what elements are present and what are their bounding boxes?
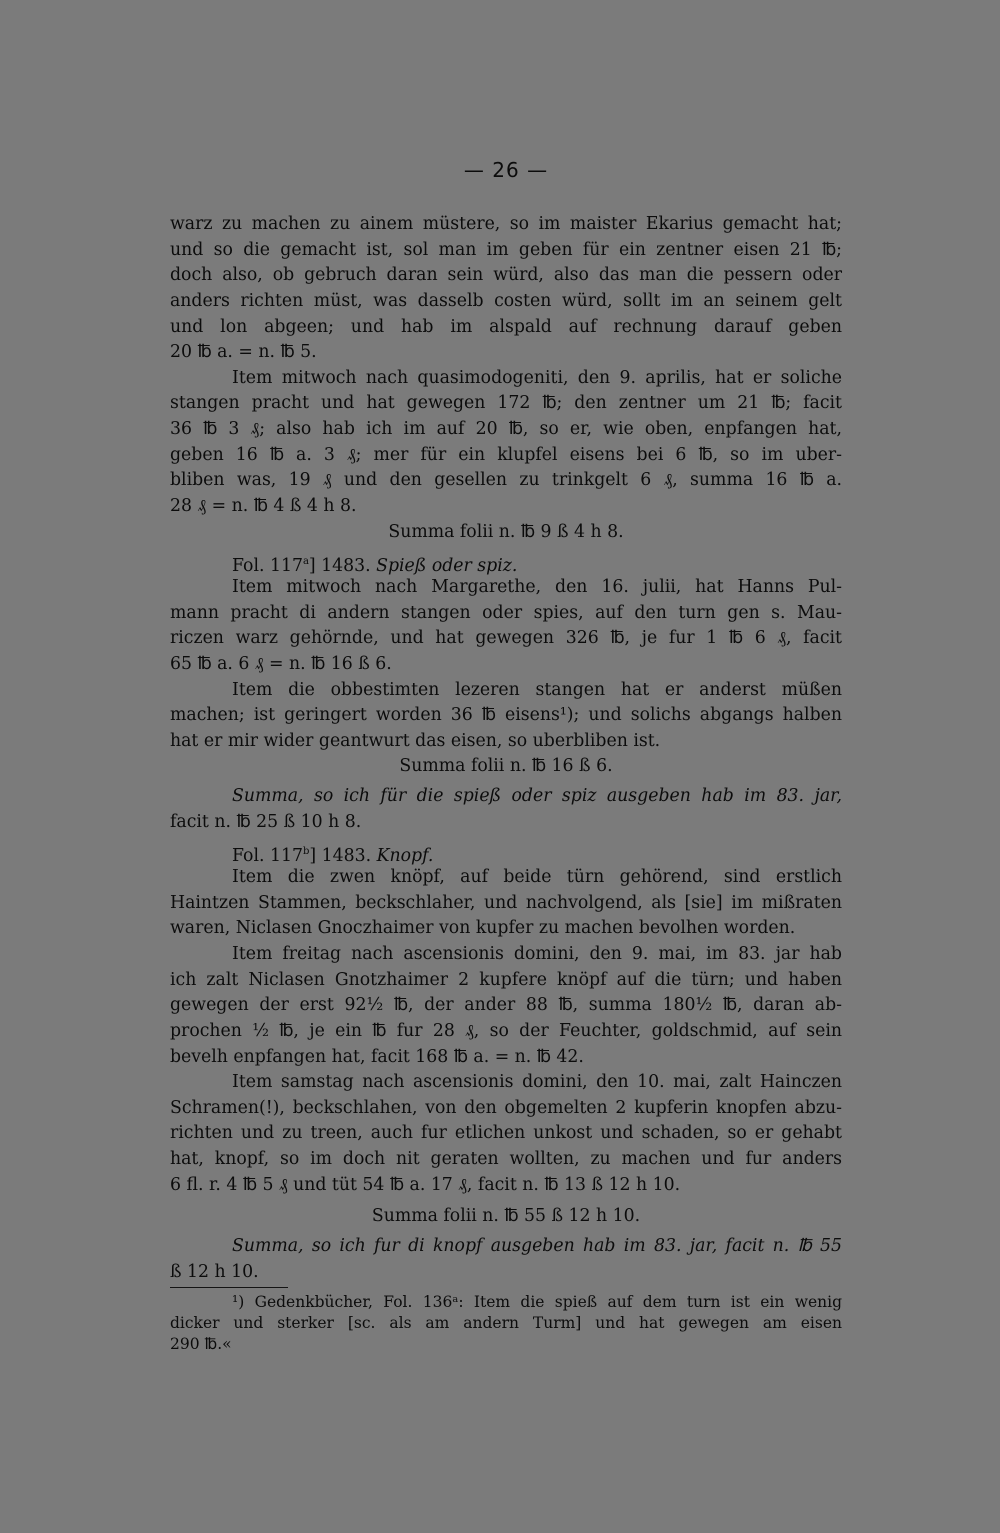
text-line: 20 ℔ a. = n. ℔ 5. [170, 342, 317, 363]
text-line: Summa, so ich fur di knopf ausgeben hab im 83. jar, facit n. ℔ 55 [232, 1235, 842, 1256]
paragraph-quasimodogeniti [170, 366, 842, 520]
text-line: und lon abgeen; und hab im alspald auf rechnung darauf geben [170, 316, 842, 337]
summa-folii-2: Summa folii n. ℔ 16 ß 6. [399, 756, 613, 777]
text-line: waren, Niclasen Gnoczhaimer von kupfer zu machen bevolhen worden. [170, 918, 796, 939]
text-line: ß 12 h 10. [170, 1261, 259, 1282]
folio-heading-spiess: Fol. 117$^a$] 1483. Spieß oder spiz. [232, 556, 518, 577]
document-page [170, 150, 842, 1530]
page-number: — 26 — [463, 158, 549, 182]
text-line: 36 ℔ 3 ₰; also hab ich im auf 20 ℔, so er, wie oben, enpfangen hat, [170, 419, 842, 440]
footnote-line: ¹) Gedenkbücher, Fol. 136ᵃ: Item die spieß auf dem turn ist ein wenig [232, 1293, 842, 1312]
paragraph-freitag [170, 942, 842, 1070]
text-line: anders richten müst, was dasselb costen würd, sollt im an seinem gelt [170, 290, 842, 311]
text-line: hat, knopf, so im doch nit geraten wollten, zu machen und fur anders [170, 1149, 842, 1170]
paragraph-samstag [170, 1070, 842, 1198]
text-line: Item die zwen knöpf, auf beide türn gehörend, sind erstlich [232, 867, 842, 888]
summa-spiess-total [170, 784, 842, 835]
paragraph-order-terms [170, 212, 842, 366]
text-line: 28 ₰ = n. ℔ 4 ß 4 h 8. [170, 496, 357, 517]
text-line: richten und zu treen, auch fur etlichen unkost und schaden, so er gehabt [170, 1123, 842, 1144]
text-line: 6 fl. r. 4 ℔ 5 ₰ und tüt 54 ℔ a. 17 ₰, facit n. ℔ 13 ß 12 h 10. [170, 1174, 681, 1195]
footnote-line: 290 ℔.« [170, 1335, 232, 1354]
text-line: geben 16 ℔ a. 3 ₰; mer für ein klupfel eisens bei 6 ℔, so im uber- [170, 444, 842, 465]
text-line: Item freitag nach ascensionis domini, den 9. mai, im 83. jar hab [232, 943, 842, 964]
text-line: doch also, ob gebruch daran sein würd, also das man die pessern oder [170, 265, 842, 286]
text-line: warz zu machen zu ainem müstere, so im maister Ekarius gemacht hat; [170, 214, 842, 234]
summa-folii-3: Summa folii n. ℔ 55 ß 12 h 10. [371, 1206, 641, 1227]
body-text [170, 212, 842, 1355]
text-line: 65 ℔ a. 6 ₰ = n. ℔ 16 ß 6. [170, 653, 392, 674]
text-line: prochen ½ ℔, je ein ℔ fur 28 ₰, so der Feuchter, goldschmid, auf sein [170, 1020, 842, 1041]
text-line: bevelh enpfangen hat, facit 168 ℔ a. = n. ℔ 42. [170, 1046, 584, 1067]
folio-heading-knopf: Fol. 117$^b$] 1483. Knopf. [232, 846, 434, 867]
summa-folii-1: Summa folii n. ℔ 9 ß 4 h 8. [388, 521, 624, 542]
text-line: und so die gemacht ist, sol man im geben für ein zentner eisen 21 ℔; [170, 239, 842, 260]
text-line: Item die obbestimten lezeren stangen hat er anderst müßen [232, 679, 842, 700]
text-line: stangen pracht und hat gewegen 172 ℔; den zentner um 21 ℔; facit [170, 393, 842, 414]
footnote-line: dicker und sterker [sc. als am andern Turm] und hat gewegen am eisen [170, 1314, 842, 1333]
footnote [170, 1292, 842, 1355]
text-line: Haintzen Stammen, beckschlaher, und nachvolgend, als [sie] im mißraten [170, 892, 842, 913]
paragraph-zwen-knoepf [170, 865, 842, 942]
text-line: facit n. ℔ 25 ß 10 h 8. [170, 811, 362, 832]
text-line: gewegen der erst 92½ ℔, der ander 88 ℔, summa 180½ ℔, daran ab- [170, 995, 842, 1016]
text-line: hat er mir wider geantwurt das eisen, so uberbliben ist. [170, 730, 661, 751]
footnote-divider [170, 1287, 288, 1288]
text-line: bliben was, 19 ₰ und den gesellen zu trinkgelt 6 ₰, summa 16 ℔ a. [170, 470, 842, 491]
text-line: mann pracht di andern stangen oder spies, auf den turn gen s. Mau- [170, 602, 842, 623]
text-line: Item mitwoch nach Margarethe, den 16. julii, hat Hanns Pul- [232, 576, 842, 597]
text-line: Schramen(!), beckschlahen, von den obgemelten 2 kupferin knopfen abzu- [170, 1097, 842, 1118]
text-line: Item samstag nach ascensionis domini, den 10. mai, zalt Hainczen [232, 1072, 842, 1093]
paragraph-margarethe [170, 575, 842, 678]
text-line: Summa, so ich für die spieß oder spiz ausgeben hab im 83. jar, [232, 786, 842, 807]
text-line: ich zalt Niclasen Gnotzhaimer 2 kupfere knöpf auf die türn; und haben [170, 969, 842, 990]
summa-knopf-total [170, 1234, 842, 1285]
text-line: machen; ist geringert worden 36 ℔ eisens¹); und solichs abgangs halben [170, 705, 842, 726]
text-line: riczen warz gehörnde, und hat gewegen 326 ℔, je fur 1 ℔ 6 ₰, facit [170, 628, 842, 649]
paragraph-obbestimten [170, 678, 842, 755]
text-line: Item mitwoch nach quasimodogeniti, den 9. aprilis, hat er soliche [232, 367, 842, 388]
